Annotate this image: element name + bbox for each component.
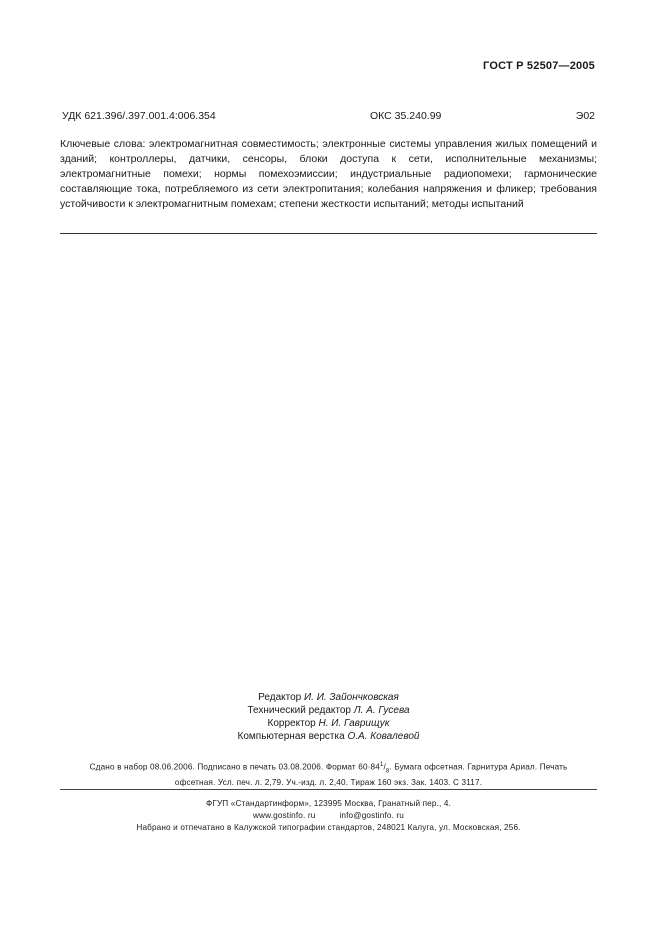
credit-role: Редактор [258, 692, 302, 703]
publisher-address: ФГУП «Стандартинформ», 123995 Москва, Гранатный пер., 4. [205, 799, 451, 808]
contact-line [60, 810, 597, 822]
credit-tech-editor [60, 704, 597, 717]
format-sup: 1 [379, 762, 384, 768]
classification-row [62, 110, 595, 124]
publication-line-2: офсетная. Усл. печ. л. 2,79. Уч.-изд. л. 2,40. Тираж 160 экз. Зак. 1403. С 3117. [174, 778, 483, 788]
standard-designation: ГОСТ Р 52507—2005 [483, 60, 595, 72]
publication-line-1: Сдано в набор 08.06.2006. Подписано в печать 03.08.2006. Формат $60\cdot 84^1/_8$. Бумага офсетная. Гарнитура Ариал. Печать [89, 762, 568, 775]
credit-name: Н. И. Гаврищук [318, 718, 390, 729]
credit-name: И. И. Зайончковская [303, 692, 399, 703]
credit-layout [60, 730, 597, 743]
website-link[interactable]: www.gostinfo. ru [252, 811, 316, 820]
divider [60, 233, 597, 234]
publication-info [60, 759, 597, 789]
footer-divider [60, 789, 597, 790]
keywords-paragraph: Ключевые слова: электромагнитная совместимость; электронные системы управления жилых помещений и зданий; контроллеры, датчики, сенсоры, блоки доступа к сети, исполнительные механизмы; электромагнитные помехи; нормы помехоэмиссии; индустриальные радиопомехи; гармонические составляющие тока, потребляемого из сети электропитания; колебания напряжения и фликер; требования устойчивости к электромагнитным помехам; степени жесткости испытаний; методы испытаний [60, 138, 597, 210]
printer-info: Набрано и отпечатано в Калужской типографии стандартов, 248021 Калуга, ул. Московская, 256. [136, 823, 521, 832]
credit-role: Технический редактор [247, 705, 351, 716]
udc-code: УДК 621.396/.397.001.4:006.354 [62, 110, 216, 122]
credit-name: О.А. Ковалевой [347, 731, 420, 742]
category-code: Э02 [575, 110, 595, 122]
credit-role: Корректор [267, 718, 316, 729]
credit-name: Л. А. Гусева [353, 705, 410, 716]
credit-proofreader [60, 717, 597, 730]
credits-block [60, 691, 597, 743]
imprint-footer [60, 798, 597, 834]
email-link[interactable]: info@gostinfo. ru [339, 811, 405, 820]
format-sub: 8 [385, 768, 390, 775]
credit-role: Компьютерная верстка [237, 731, 345, 742]
credit-editor [60, 691, 597, 704]
oks-code: ОКС 35.240.99 [370, 110, 442, 122]
